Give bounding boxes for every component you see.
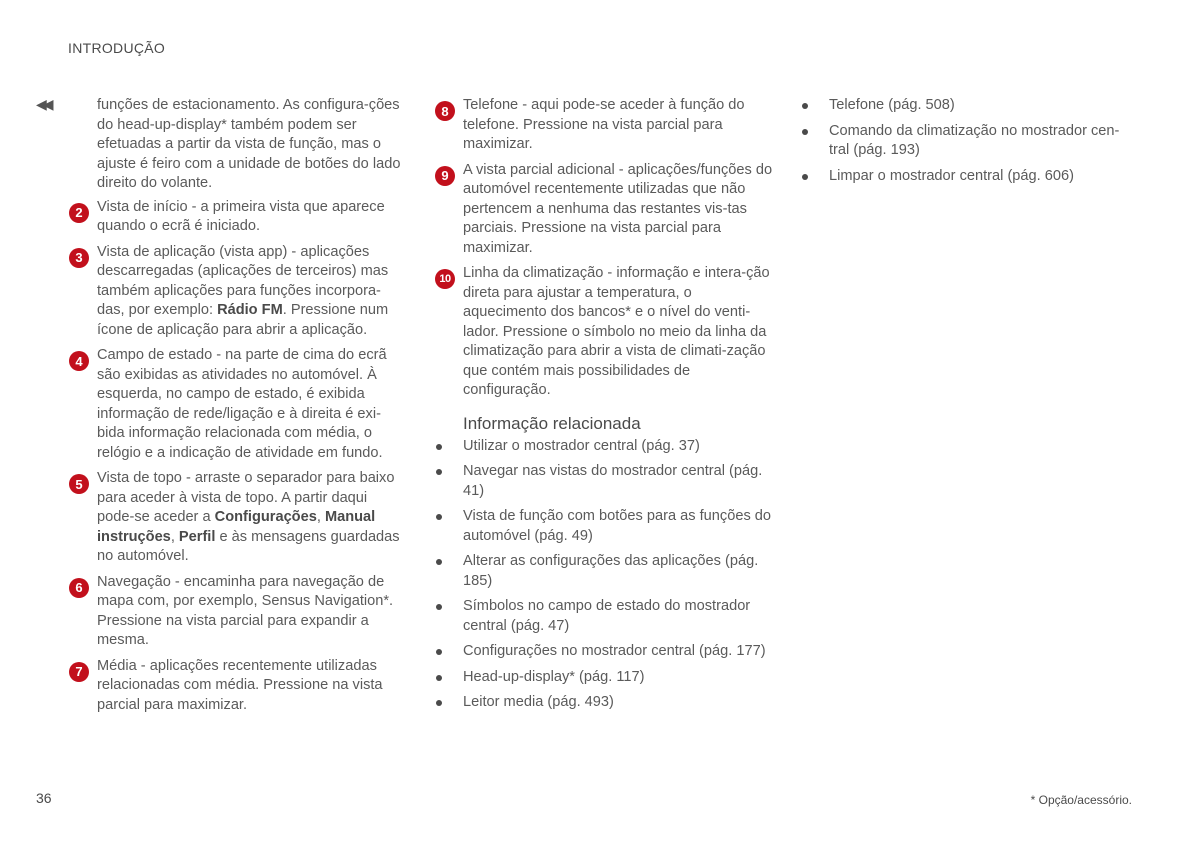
column-3: [829, 96, 1135, 192]
item-text: Campo de estado - na parte de cima do ecrã são exibidas as atividades no automóvel. À esquerda, no campo de estado, é exibida informação de rede/ligação e à direita é exi-bida informação relacionada com média, o relógio e a indicação de atividade em fundo.: [97, 347, 387, 461]
related-links-list: [463, 437, 773, 713]
related-link[interactable]: Configurações no mostrador central (pág. 177): [463, 642, 773, 662]
related-link[interactable]: Limpar o mostrador central (pág. 606): [829, 167, 1135, 187]
related-info-heading: Informação relacionada: [463, 413, 641, 433]
item-text: . Pressione num ícone de aplicação para abrir a aplicação.: [97, 302, 389, 338]
number-badge: 6: [69, 578, 89, 598]
separator: ,: [170, 528, 179, 545]
item-text: e às mensagens guardadas no automóvel.: [97, 528, 400, 564]
list-item: [75, 198, 403, 237]
section-header: INTRODUÇÃO: [68, 40, 166, 56]
item-text: Vista de topo - arraste o separador para baixo para aceder à vista de topo. A partir daqui pode-se aceder a: [97, 470, 395, 525]
related-link[interactable]: Telefone (pág. 508): [829, 96, 1135, 116]
number-badge: 9: [435, 166, 455, 186]
number-badge: 7: [69, 662, 89, 682]
number-badge: 5: [69, 474, 89, 494]
related-link[interactable]: Leitor media (pág. 493): [463, 693, 773, 713]
list-item: [75, 469, 403, 567]
bold-term: Configurações: [214, 509, 317, 525]
number-badge: 2: [69, 203, 89, 223]
related-link[interactable]: Navegar nas vistas do mostrador central (pág. 41): [463, 462, 773, 501]
column-2: [439, 96, 773, 719]
related-link[interactable]: Head-up-display* (pág. 117): [463, 668, 773, 688]
list-item: [439, 264, 773, 401]
related-link[interactable]: Símbolos no campo de estado do mostrador central (pág. 47): [463, 597, 773, 636]
list-item: [75, 346, 403, 463]
item-text: A vista parcial adicional - aplicações/funções do automóvel recentemente utilizadas que não pertencem a nenhuma das restantes vis-tas parciais. Pressione na vista parcial para maximizar.: [463, 161, 773, 256]
footnote: * Opção/acessório.: [1030, 793, 1132, 807]
column-1: [75, 96, 403, 721]
related-link[interactable]: Vista de função com botões para as funções do automóvel (pág. 49): [463, 507, 773, 546]
related-link[interactable]: Utilizar o mostrador central (pág. 37): [463, 437, 773, 457]
intro-paragraph: funções de estacionamento. As configura-ções do head-up-display* também podem ser efetuadas a partir da vista de função, mas o ajuste é feiro com a unidade de botões do lado direito do volante.: [97, 97, 401, 191]
list-item: [441, 161, 773, 259]
number-badge: 10: [435, 269, 455, 289]
related-link[interactable]: Comando da climatização no mostrador cen-tral (pág. 193): [829, 122, 1135, 161]
list-item: [441, 96, 773, 155]
list-item: [75, 573, 403, 651]
related-link[interactable]: Alterar as configurações das aplicações (pág. 185): [463, 552, 773, 591]
bold-term: Rádio FM: [217, 302, 283, 318]
number-badge: 4: [69, 351, 89, 371]
number-badge: 8: [435, 101, 455, 121]
previous-page-icon[interactable]: ◀◀: [36, 96, 50, 112]
bold-term: Manual instruções: [97, 509, 376, 545]
list-item: [75, 243, 403, 341]
bold-term: Perfil: [178, 528, 216, 545]
item-text: Vista de aplicação (vista app) - aplicações descarregadas (aplicações de terceiros) mas também aplicações para funções incorpora-das, por exemplo:: [97, 243, 389, 318]
item-text: Telefone - aqui pode-se aceder à função do telefone. Pressione na vista parcial para maximizar.: [463, 97, 745, 152]
list-item: [75, 657, 403, 716]
page-number: 36: [36, 790, 52, 806]
separator: ,: [316, 509, 325, 525]
item-text: Linha da climatização - informação e intera-ção direta para ajustar a temperatura, o aquecimento dos bancos* e o nível do venti-lador. Pressione o símbolo no meio da linha da climatização para abrir a vista de climati-zação que contém mais possibilidades de configuração.: [463, 265, 770, 398]
related-links-list: [829, 96, 1135, 186]
item-text: Média - aplicações recentemente utilizadas relacionadas com média. Pressione na vista parcial para maximizar.: [97, 657, 383, 713]
item-text: Vista de início - a primeira vista que aparece quando o ecrã é iniciado.: [97, 198, 385, 234]
item-text: Navegação - encaminha para navegação de mapa com, por exemplo, Sensus Navigation*. Pressione na vista parcial para expandir a mesma.: [97, 573, 394, 648]
number-badge: 3: [69, 248, 89, 268]
